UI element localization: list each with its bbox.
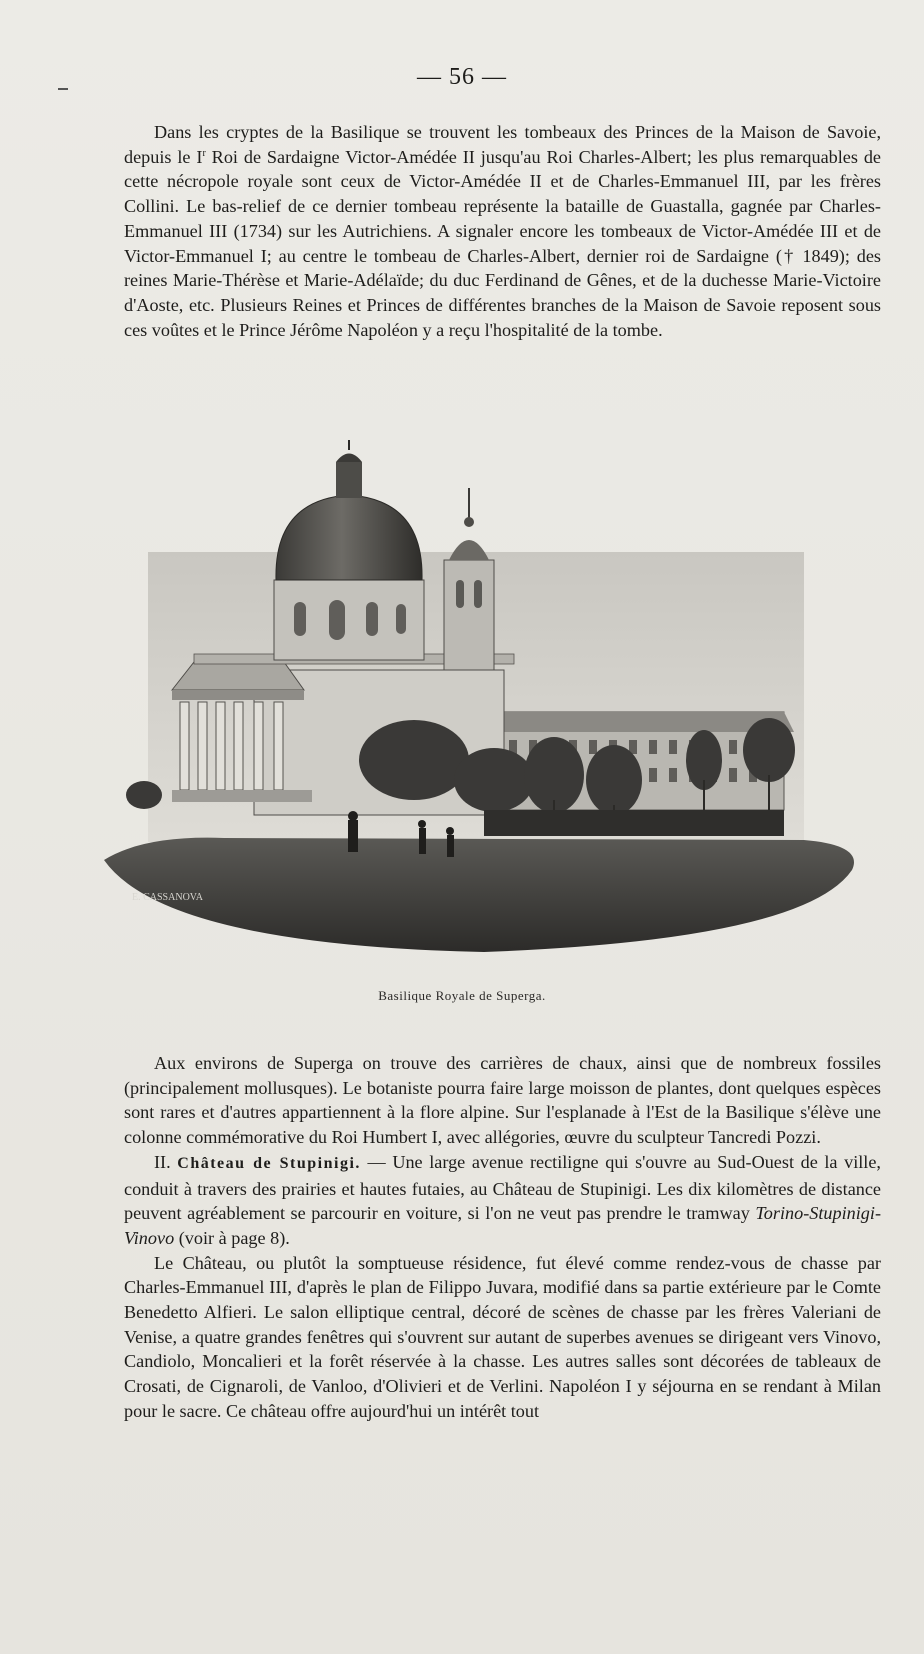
bottom-text-block xyxy=(124,1051,881,1424)
page-number: — 56 — xyxy=(417,64,507,90)
stupinigi-text-end: (voir à page 8). xyxy=(174,1227,290,1248)
chateau-description-paragraph: Le Château, ou plutôt la somptueuse résidence, fut élevé comme rendez-vous de chasse par Charles-Emmanuel III, d'après le plan de Filippo Juvara, modifié dans sa partie extérieure par le Comte Benedetto Alfieri. Le salon elliptique central, décoré de scènes de chasse par les frères Valeriani de Venise, a quatre grandes fenêtres qui s'ouvrent sur autant de superbes avenues se dirigeant vers Vinovo, Candiolo, Moncalieri et la forêt réservée à la chasse. Les autres salles sont décorées de tableaux de Crosati, de Cignaroli, de Vanloo, d'Olivieri et de Verlini. Napoléon I y séjourna en se rendant à Milan pour le sacre. Ce château offre aujourd'hui un intérêt tout xyxy=(124,1252,881,1421)
section-number: II. xyxy=(154,1151,178,1172)
tramway-name: Torino-Stupinigi-Vinovo xyxy=(124,1203,881,1248)
crypt-paragraph xyxy=(124,120,881,342)
basilica-engraving xyxy=(104,440,864,972)
figure-caption: Basilique Royale de Superga. xyxy=(378,988,546,1003)
stupinigi-text-start: — Une large avenue rectiligne qui s'ouvre au Sud-Ouest de la ville, conduit à travers des prairies et hautes futaies, au Château de Stupinigi. Les dix kilomètres de distance peuvent agréablement se parcourir en voiture, si l'on ne veut pas prendre le tramway xyxy=(124,1151,881,1224)
ordinal-superscript: r xyxy=(202,147,206,159)
engraver-signature: E. CASSANOVA xyxy=(132,892,203,903)
stupinigi-section-paragraph xyxy=(124,1150,881,1251)
superga-surroundings-paragraph: Aux environs de Superga on trouve des carrières de chaux, ainsi que de nombreux fossiles (principalement mollusques). Le botaniste pourra faire large moisson de plantes, dont quelques espèces sont rares et d'autres appartiennent à la flore alpine. Sur l'esplanade à l'Est de la Basilique s'élève une colonne commémorative du Roi Humbert I, avec allégories, œuvre du sculpteur Tancredi Pozzi. xyxy=(124,1053,881,1148)
top-paragraph-block xyxy=(124,120,881,342)
crypt-text-start: Dans les cryptes de la Basilique se trouvent les tombeaux des Princes de la Maison de Savoie, depuis le I xyxy=(124,122,881,167)
section-title: Château de Stupinigi. xyxy=(177,1154,361,1172)
basilica-illustration xyxy=(104,440,864,972)
crypt-text-end: Roi de Sardaigne Victor-Amédée II jusqu'au Roi Charles-Albert; les plus remarquables de cette nécropole royale sont ceux de Victor-Amédée II et de Charles-Emmanuel III, par les frères Collini. Le bas-relief de ce dernier tombeau représente la bataille de Guastalla, gagnée par Charles-Emmanuel III (1734) sur les Autrichiens. A signaler encore les tombeaux de Victor-Amédée III et de Victor-Emmanuel I; au centre le tombeau de Charles-Albert, dernier roi de Sardaigne († 1849); des reines Marie-Thérèse et Marie-Adélaïde; du duc Ferdinand de Gênes, et de la duchesse Marie-Victoire d'Aoste, etc. Plusieurs Reines et Princes de différentes branches de la Maison de Savoie reposent sous ces voûtes et le Prince Jérôme Napoléon y a reçu l'hospitalité de la tombe. xyxy=(124,146,881,340)
